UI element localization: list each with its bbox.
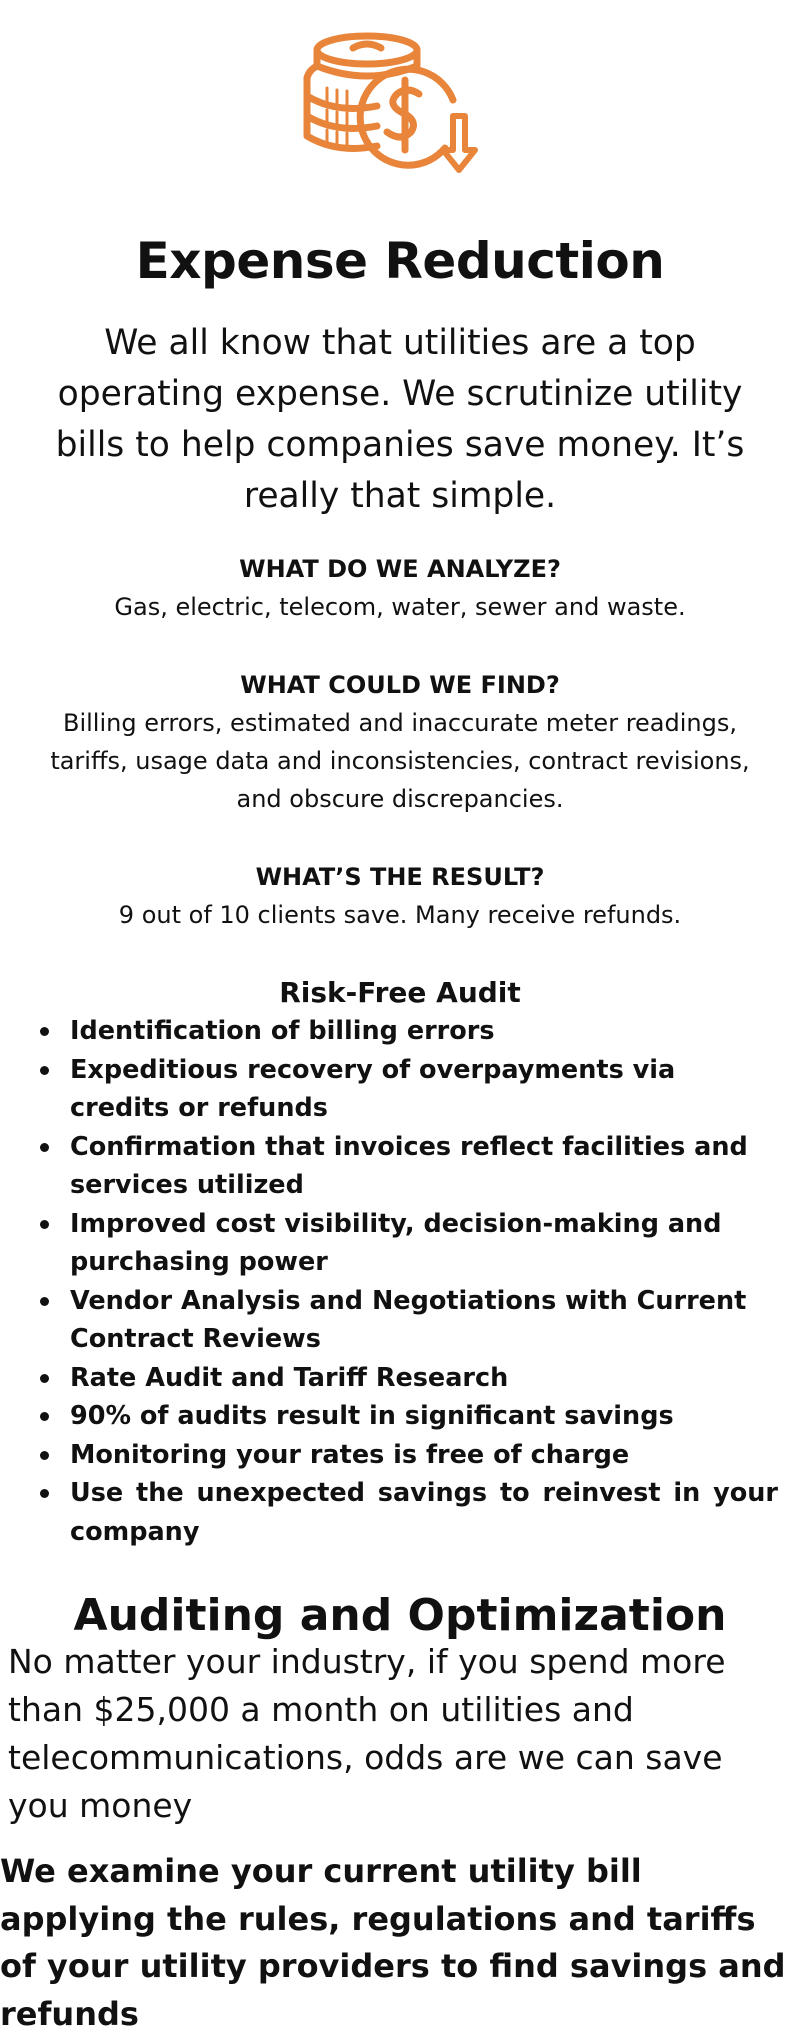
list-item: Vendor Analysis and Negotiations with Current Contract Reviews	[38, 1282, 778, 1359]
list-item: Confirmation that invoices reflect facilities and services utilized	[38, 1128, 778, 1205]
qa-answer: Gas, electric, telecom, water, sewer and waste.	[114, 593, 686, 621]
list-item: 90% of audits result in significant savings	[38, 1397, 778, 1436]
industry-paragraph: No matter your industry, if you spend more than $25,000 a month on utilities and telecommunications, odds are we can save you money	[8, 1642, 726, 1825]
audit-title: Risk-Free Audit	[279, 976, 521, 1009]
qa-answer: Billing errors, estimated and inaccurate meter readings, tariffs, usage data and inconsistencies, contract revisions, and obscure discrepancies.	[50, 709, 750, 813]
page-title: Expense Reduction	[135, 232, 665, 290]
benefits-list	[38, 1012, 778, 1551]
list-item: Use the unexpected savings to reinvest in your company	[38, 1474, 778, 1551]
list-item: Rate Audit and Tariff Research	[38, 1359, 778, 1398]
list-item: Monitoring your rates is free of charge	[38, 1436, 778, 1475]
qa-result	[0, 858, 800, 934]
qa-analyze	[0, 550, 800, 626]
emphasis-paragraph: We examine your current utility bill applying the rules, regulations and tariffs of your utility providers to find savings and refunds	[0, 1852, 786, 2033]
qa-question: WHAT DO WE ANALYZE?	[239, 555, 561, 583]
qa-answer: 9 out of 10 clients save. Many receive refunds.	[118, 901, 682, 929]
list-item: Expeditious recovery of overpayments via credits or refunds	[38, 1051, 778, 1128]
intro-paragraph: We all know that utilities are a top operating expense. We scrutinize utility bills to help companies save money. It’s really that simple.	[55, 323, 745, 516]
qa-question: WHAT COULD WE FIND?	[240, 671, 560, 699]
qa-find	[0, 666, 800, 818]
coins-dollar-down-icon	[295, 28, 495, 178]
section-title: Auditing and Optimization	[73, 1590, 727, 1641]
list-item: Improved cost visibility, decision-making and purchasing power	[38, 1205, 778, 1282]
list-item: Identification of billing errors	[38, 1012, 778, 1051]
qa-question: WHAT’S THE RESULT?	[255, 863, 545, 891]
